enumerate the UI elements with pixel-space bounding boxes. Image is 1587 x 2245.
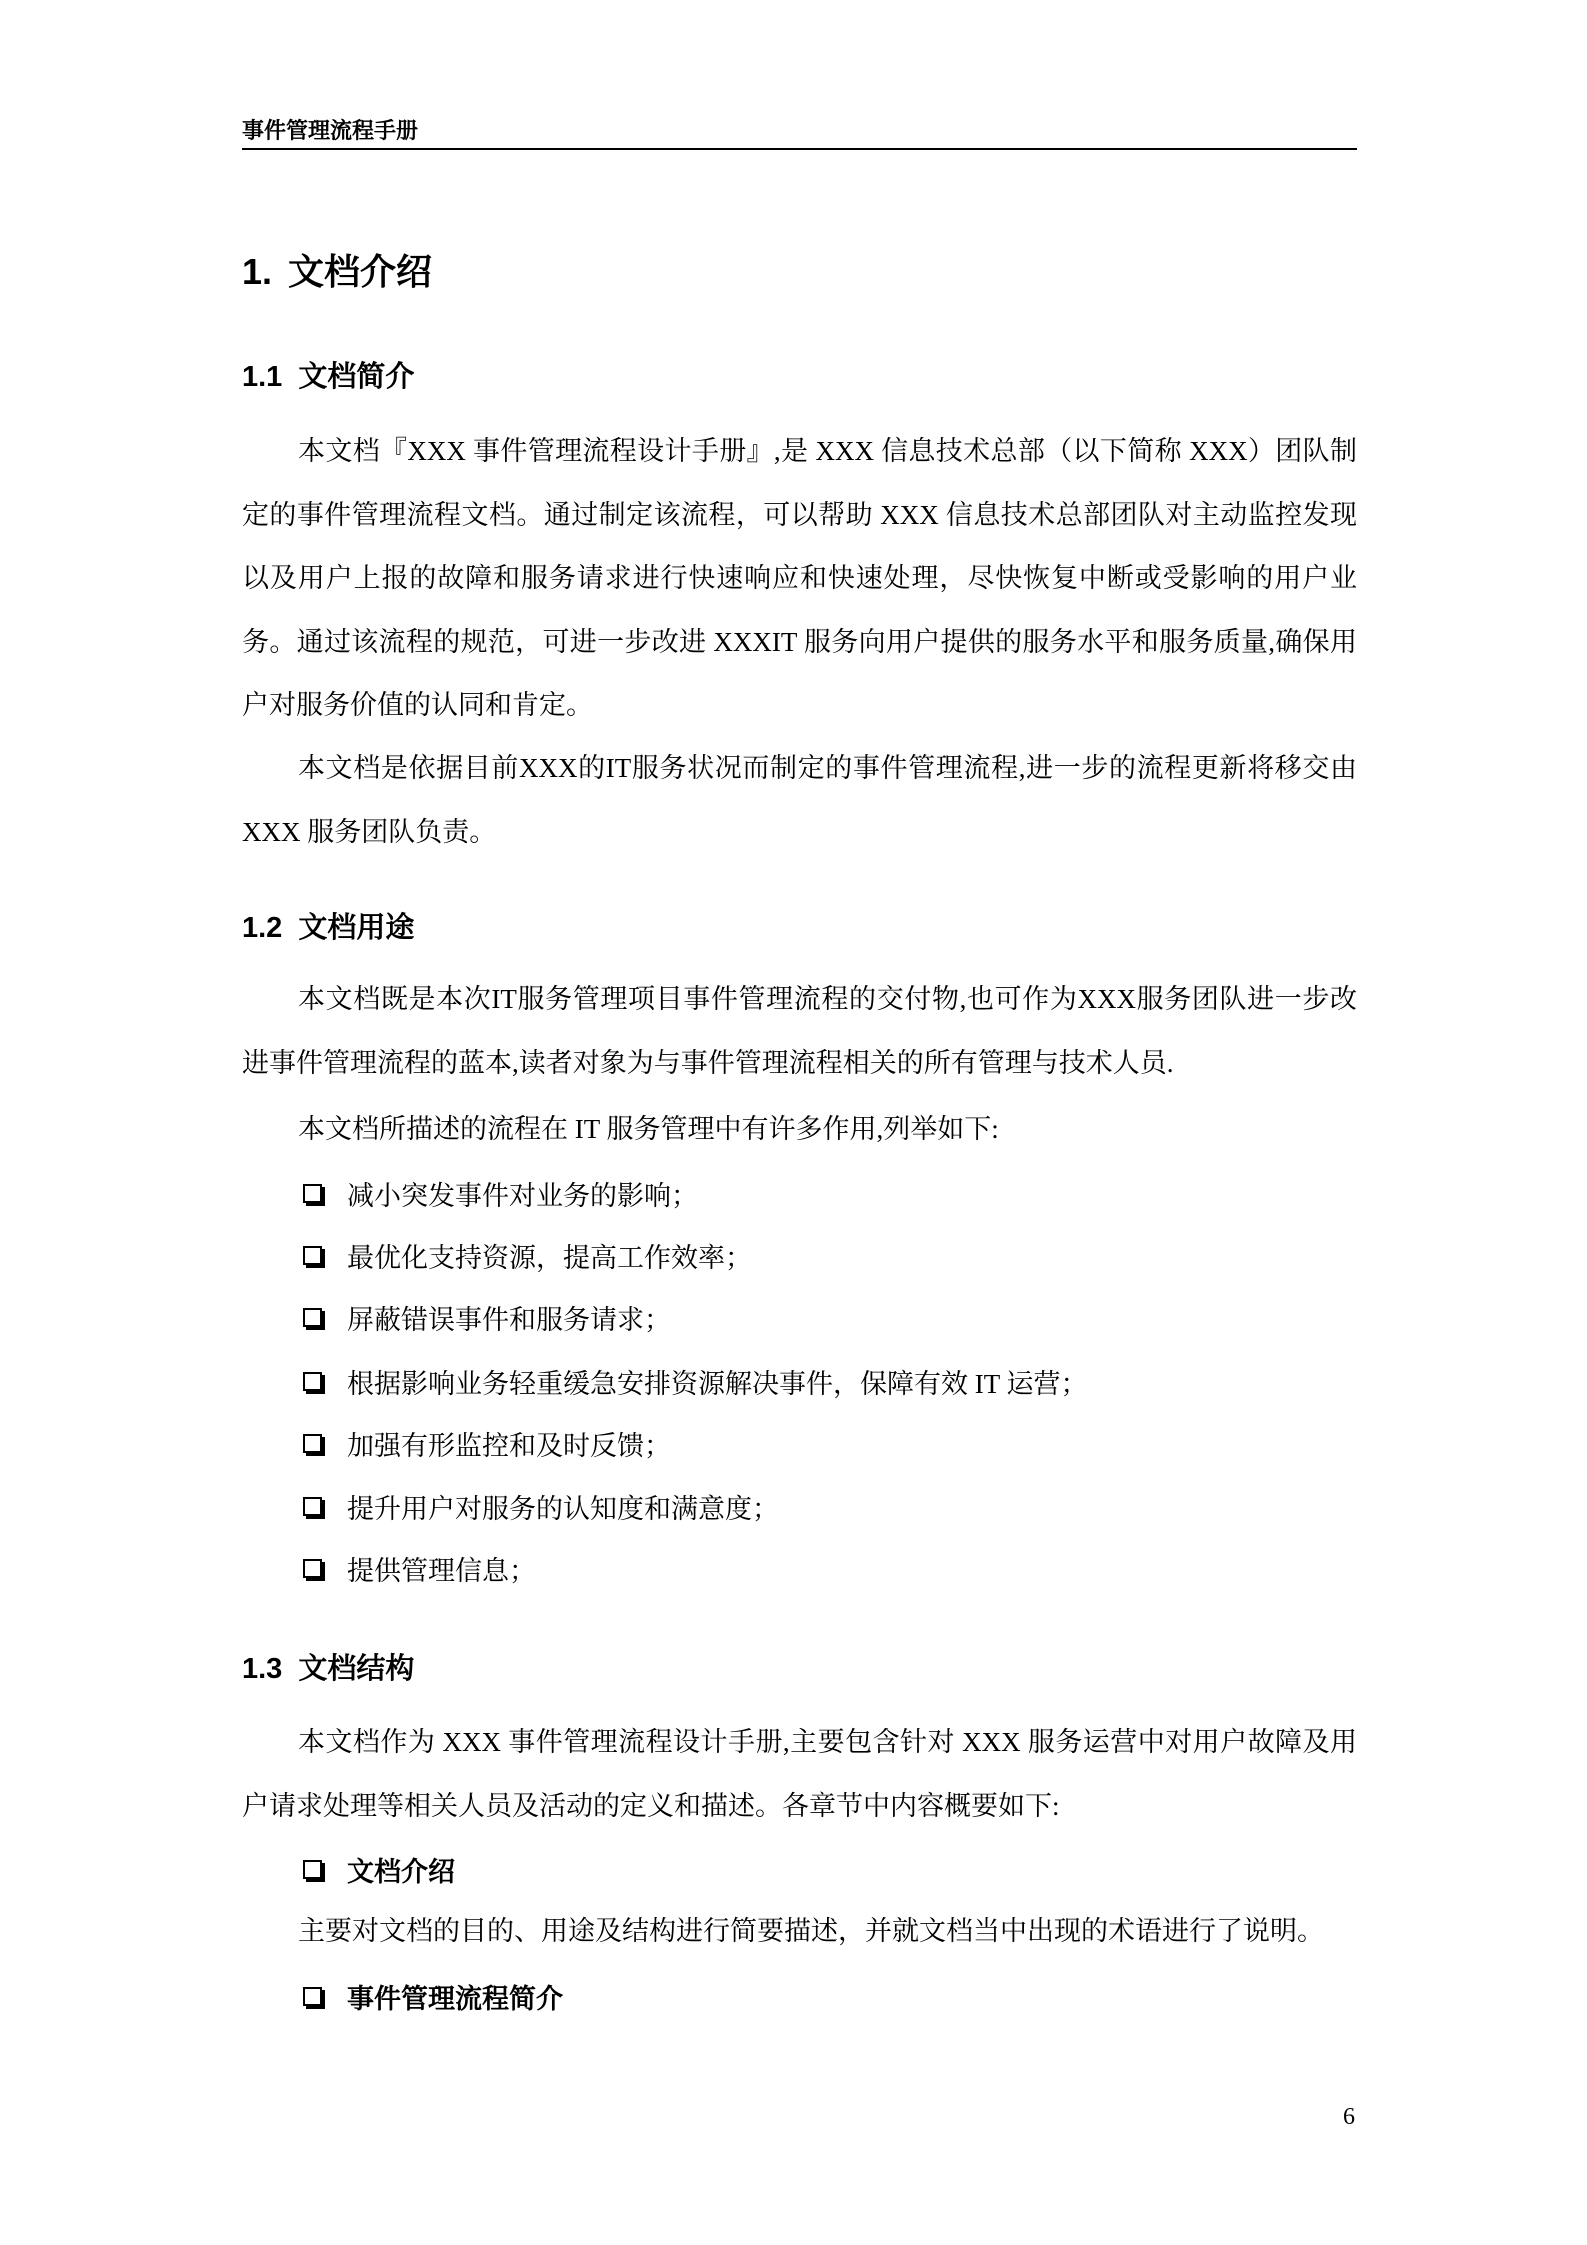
running-header: 事件管理流程手册 (242, 118, 419, 143)
section-heading-1-1 (242, 354, 414, 395)
list-item-text: 事件管理流程简介 (347, 1983, 563, 2014)
section-number: 1.1 (242, 361, 283, 393)
section-heading-1-2 (242, 905, 414, 946)
list-item-text: 提供管理信息； (347, 1555, 536, 1586)
paragraph: 主要对文档的目的、用途及结构进行简要描述，并就文档当中出现的术语进行了说明。 (298, 1916, 1324, 1946)
list-item-text: 减小突发事件对业务的影响； (347, 1180, 698, 1211)
list-item (303, 1548, 536, 1588)
page-number: 6 (1343, 2104, 1355, 2130)
checkbox-bullet-icon (303, 1308, 322, 1327)
paragraph: 本文档是依据目前XXX的IT服务状况而制定的事件管理流程,进一步的流程更新将移交由 XXX 服务团队负责。 (242, 753, 1357, 847)
section-title: 文档用途 (298, 912, 415, 944)
paragraph: 本文档既是本次IT服务管理项目事件管理流程的交付物,也可作为XXX服务团队进一步改进事件管理流程的蓝本,读者对象为与事件管理流程相关的所有管理与技术人员. (242, 984, 1357, 1078)
checkbox-bullet-icon (303, 1372, 322, 1391)
list-item-text: 提升用户对服务的认知度和满意度； (347, 1493, 779, 1524)
chapter-title: 文档介绍 (288, 251, 433, 292)
paragraph: 本文档作为 XXX 事件管理流程设计手册,主要包含针对 XXX 服务运营中对用户故障及用户请求处理等相关人员及活动的定义和描述。各章节中内容概要如下: (242, 1727, 1357, 1821)
list-item (303, 1849, 455, 1889)
list-item (303, 1297, 671, 1337)
chapter-number: 1. (242, 251, 273, 292)
list-item (303, 1976, 563, 2016)
checkbox-bullet-icon (303, 1987, 322, 2006)
checkbox-bullet-icon (303, 1860, 322, 1879)
section-heading-1-3 (242, 1646, 414, 1687)
checkbox-bullet-icon (303, 1497, 322, 1516)
checkbox-bullet-icon (303, 1246, 322, 1265)
section-number: 1.3 (242, 1653, 283, 1685)
section-title: 文档结构 (298, 1653, 415, 1685)
list-item-text: 根据影响业务轻重缓急安排资源解决事件，保障有效 IT 运营； (347, 1368, 1088, 1399)
list-item (303, 1486, 779, 1526)
checkbox-bullet-icon (303, 1434, 322, 1453)
section-title: 文档简介 (298, 361, 415, 393)
list-item (303, 1173, 698, 1213)
list-item-text: 最优化支持资源，提高工作效率； (347, 1242, 752, 1273)
checkbox-bullet-icon (303, 1184, 322, 1203)
checkbox-bullet-icon (303, 1559, 322, 1578)
list-item-text: 加强有形监控和及时反馈； (347, 1430, 671, 1461)
section-number: 1.2 (242, 912, 283, 944)
list-item-text: 文档介绍 (347, 1856, 455, 1887)
chapter-heading (242, 244, 432, 295)
list-item (303, 1423, 671, 1463)
paragraph: 本文档所描述的流程在 IT 服务管理中有许多作用,列举如下: (298, 1114, 999, 1144)
list-item (303, 1235, 752, 1275)
list-item (303, 1361, 1088, 1401)
list-item-text: 屏蔽错误事件和服务请求； (347, 1304, 671, 1335)
paragraph: 本文档『XXX 事件管理流程设计手册』,是 XXX 信息技术总部（以下简称 XXX）团队制定的事件管理流程文档。通过制定该流程，可以帮助 XXX 信息技术总部团队对主动监控发现以及用户上报的故障和服务请求进行快速响应和快速处理，尽快恢复中断或受影响的用户业务。通过该流程的规范，可进一步改进 XXXIT 服务向用户提供的服务水平和服务质量,确保用户对服务价值的认同和肯定。 (242, 436, 1357, 720)
header-rule (242, 148, 1357, 150)
